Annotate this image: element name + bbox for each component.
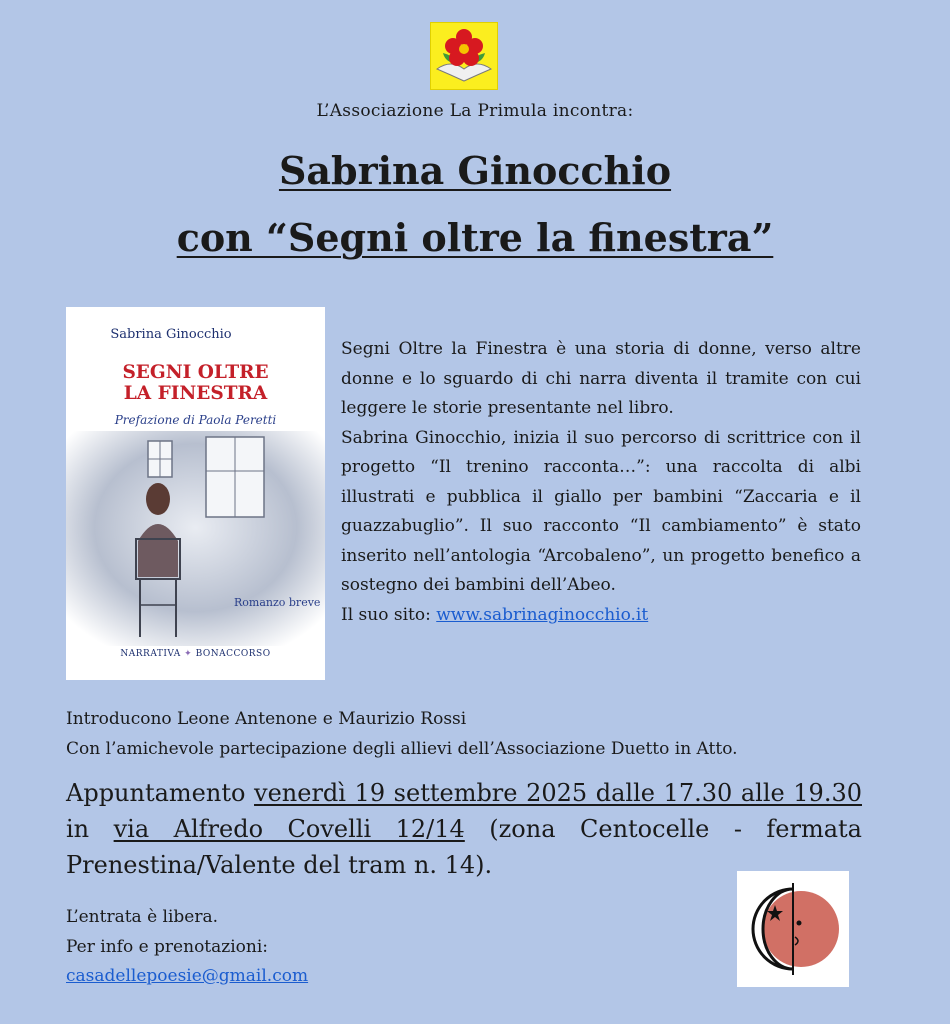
contact-email-link[interactable]: casadellepoesie@gmail.com bbox=[66, 966, 309, 986]
intro-text: L’Associazione La Primula incontra: bbox=[316, 101, 634, 121]
description-p2: Sabrina Ginocchio, inizia il suo percorso di scrittrice con il progetto “Il trenino racconta…”: una raccolta di albi illustrati e pubblica il giallo per bambini “Zaccaria e il guazzabuglio”. Il suo racconto “Il cambiamento” è stato inserito nell’antologia “Arcobaleno”, un progetto benefico a sostegno dei bambini dell’Abeo. bbox=[341, 427, 861, 595]
description-p1: Segni Oltre la Finestra è una storia di donne, verso altre donne e lo sguardo di chi narra diventa il tramite con cui leggere le storie presentante nel libro. bbox=[341, 339, 861, 418]
website-link[interactable]: www.sabrinaginocchio.it bbox=[436, 604, 649, 625]
book-description bbox=[341, 335, 861, 630]
appointment-address: via Alfredo Covelli 12/14 bbox=[113, 815, 465, 843]
appointment-date: venerdì 19 settembre 2025 dalle 17.30 alle 19.30 bbox=[254, 779, 862, 807]
cover-preface: Prefazione di Paola Peretti bbox=[114, 413, 277, 427]
event-title: Sabrina Ginocchio bbox=[278, 148, 672, 193]
cover-genre: Romanzo breve bbox=[234, 596, 321, 609]
info bbox=[66, 903, 308, 992]
website-line: Il suo sito: www.sabrinaginocchio.it bbox=[341, 604, 649, 625]
cover-title: SEGNI OLTRE LA FINESTRA bbox=[122, 362, 269, 404]
duetto-logo bbox=[737, 871, 849, 987]
contact-label: Per info e prenotazioni: bbox=[66, 936, 269, 957]
event-subtitle: con “Segni oltre la finestra” bbox=[176, 215, 774, 260]
entry-note: L’entrata è libera. bbox=[66, 907, 219, 927]
appointment: Appuntamento venerdì 19 settembre 2025 dalle 17.30 alle 19.30 in via Alfredo Covelli 12/14 (zona Centocelle - fermata Prenestina/Valente del tram n. 14). bbox=[66, 779, 862, 879]
cover-illustration bbox=[66, 431, 325, 646]
credits-line1: Introducono Leone Antenone e Maurizio Rossi bbox=[66, 709, 467, 729]
cover-author: Sabrina Ginocchio bbox=[110, 327, 232, 342]
book-cover bbox=[66, 307, 325, 680]
association-logo bbox=[430, 22, 498, 90]
credits bbox=[66, 705, 738, 764]
cover-publisher: NARRATIVA ✦ BONACCORSO bbox=[120, 649, 271, 659]
credits-line2: Con l’amichevole partecipazione degli allievi dell’Associazione Duetto in Atto. bbox=[66, 738, 738, 759]
